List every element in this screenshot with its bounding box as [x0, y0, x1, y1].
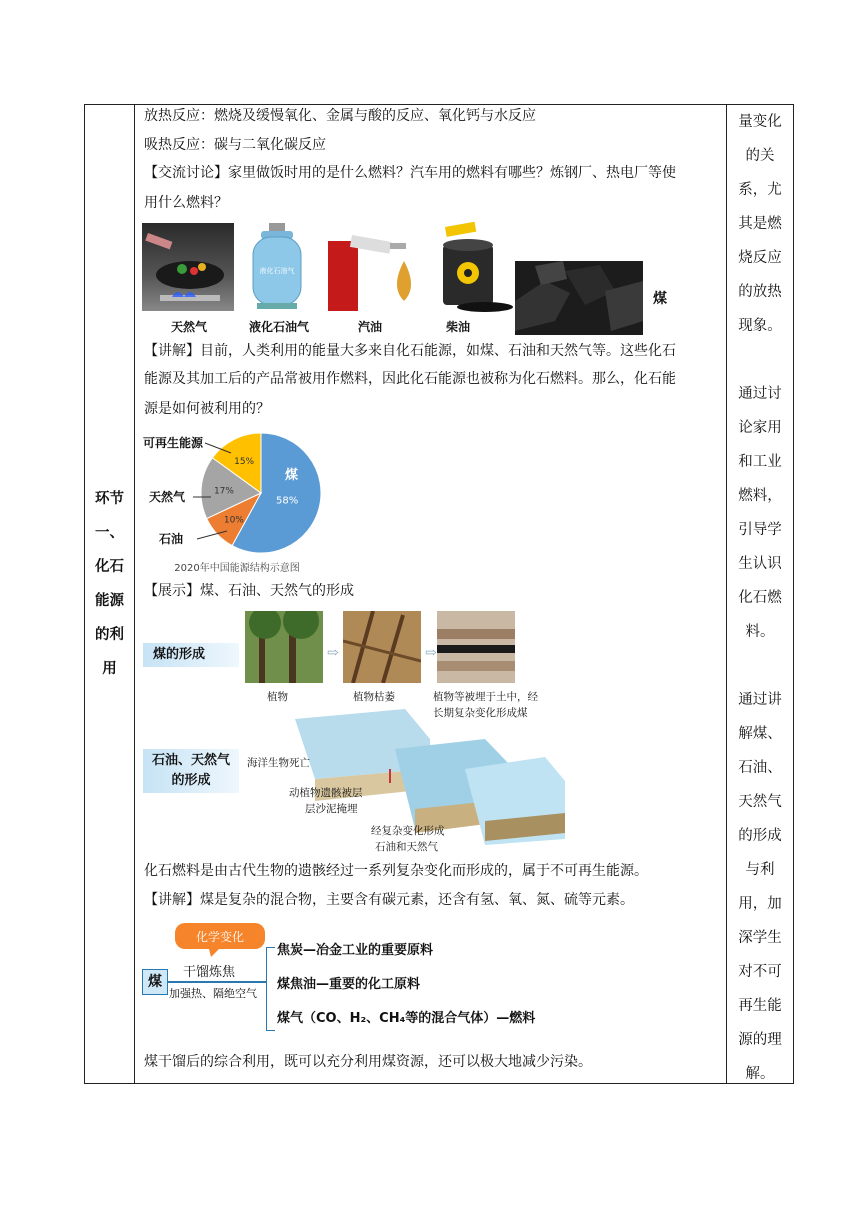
oil-title-line-2: 的形成 — [171, 773, 211, 788]
design-note-line: 深学生 — [738, 930, 782, 946]
oil-title-line-1: 石油、天然气 — [151, 753, 230, 768]
caption-gasoline: 汽油 — [357, 320, 382, 334]
bracket — [266, 947, 275, 1031]
arrow-icon: ⇨ — [327, 645, 339, 661]
exothermic-line: 放热反应：燃烧及缓慢氧化、金属与酸的反应、氧化钙与水反应 — [144, 108, 536, 124]
design-note-line: 化石燃 — [738, 590, 782, 606]
note-buried-2: 层沙泥掩埋 — [305, 803, 358, 815]
section-label-line: 能源 — [95, 593, 124, 609]
design-note-line: 通过讨 — [738, 386, 782, 402]
caption-coal: 煤 — [653, 291, 667, 307]
plants-image — [245, 611, 323, 683]
pie-value-label: 58% — [276, 495, 299, 507]
note-formed-2: 石油和天然气 — [375, 841, 438, 853]
step-buried-2: 长期复杂变化形成煤 — [433, 707, 528, 719]
step-withered: 植物枯萎 — [353, 691, 395, 703]
design-note-line: 通过讲 — [738, 692, 782, 708]
step-plants: 植物 — [267, 691, 288, 703]
notes-column — [726, 105, 793, 1083]
note-buried-1: 动植物遗骸被层 — [289, 787, 363, 799]
caption-lpg: 液化石油气 — [248, 320, 309, 334]
design-note-line: 论家用 — [738, 420, 782, 436]
section-column — [85, 105, 135, 1083]
design-note-line — [727, 343, 793, 377]
diesel-barrel-image — [425, 221, 515, 313]
product-coke: 焦炭—冶金工业的重要原料 — [277, 943, 434, 958]
lecture-line-2: 能源及其加工后的产品常被用作燃料，因此化石能源也被称为化石燃料。那么，化石能 — [144, 371, 676, 387]
coal-lecture-line: 【讲解】煤是复杂的混合物，主要含有碳元素，还含有氢、氧、氮、硫等元素。 — [144, 892, 634, 908]
caption-natural-gas: 天然气 — [170, 320, 207, 334]
design-note-line: 解。 — [745, 1066, 775, 1082]
design-note-line: 现象。 — [738, 318, 782, 334]
section-label-line: 一、 — [95, 525, 124, 541]
pie-value-label: 15% — [234, 456, 255, 467]
chemical-change-bubble — [175, 919, 275, 959]
arrow-icon: ⇨ — [425, 645, 437, 661]
coal-image — [515, 261, 643, 335]
fossil-fuel-line: 化石燃料是由古代生物的遗骸经过一系列复杂变化而形成的，属于不可再生能源。 — [144, 863, 648, 879]
design-note-line: 烧反应 — [738, 250, 782, 266]
lpg-label: 液化石油气 — [259, 267, 295, 275]
lpg-cylinder-image — [247, 223, 307, 311]
discussion-line-1: 【交流讨论】家里做饭时用的是什么燃料？汽车用的燃料有哪些？炼钢厂、热电厂等使 — [144, 165, 676, 181]
pie-category-label: 石油 — [158, 532, 184, 546]
product-coal-tar: 煤焦油—重要的化工原料 — [277, 977, 421, 992]
product-coal-gas: 煤气（CO、H₂、CH₄等的混合气体）—燃料 — [277, 1011, 536, 1026]
design-note-line: 对不可 — [738, 964, 782, 980]
design-note-line: 石油、 — [738, 760, 782, 776]
design-note-line: 的放热 — [738, 284, 782, 300]
design-note-line: 的关 — [745, 148, 775, 164]
design-note-line: 量变化 — [738, 114, 782, 130]
design-note-line: 用，加 — [738, 896, 782, 912]
design-note-line: 的形成 — [738, 828, 782, 844]
pie-category-label: 可再生能源 — [142, 436, 204, 450]
design-notes — [727, 105, 793, 1091]
design-note-line — [727, 649, 793, 683]
design-note-line: 燃料， — [738, 488, 782, 504]
natural-gas-stove-image — [142, 223, 234, 311]
formation-diagram — [135, 609, 727, 853]
fuel-images — [135, 221, 727, 335]
pie-title: 2020年中国能源结构示意图 — [174, 563, 300, 574]
note-marine-death: 海洋生物死亡 — [247, 757, 310, 769]
design-note-line: 料。 — [745, 624, 775, 640]
withered-plants-image — [343, 611, 421, 683]
pie-value-label: 17% — [213, 486, 234, 497]
connector-line — [168, 981, 266, 983]
step-buried-1: 植物等被埋于土中，经 — [433, 691, 538, 703]
discussion-line-2: 用什么燃料？ — [144, 195, 228, 211]
gasoline-pump-image — [324, 221, 416, 313]
lecture-line-3: 源是如何被利用的？ — [144, 401, 270, 417]
design-note-line: 其是燃 — [738, 216, 782, 232]
design-note-line: 源的理 — [738, 1032, 782, 1048]
design-note-line: 和工业 — [738, 454, 782, 470]
section-label-line: 环节 — [95, 491, 124, 507]
bubble-text: 化学变化 — [195, 930, 245, 944]
design-note-line: 生认识 — [738, 556, 782, 572]
energy-structure-pie-chart — [141, 425, 341, 575]
section-label-line: 化石 — [95, 559, 124, 575]
lecture-line-1: 【讲解】目前，人类利用的能量大多来自化石能源，如煤、石油和天然气等。这些化石 — [144, 343, 676, 359]
note-formed-1: 经复杂变化形成 — [371, 825, 445, 837]
coal-layer-image — [437, 611, 515, 683]
pie-category-label: 天然气 — [148, 490, 186, 504]
section-label — [85, 482, 134, 686]
coal-distillation-diagram — [135, 919, 727, 1043]
section-label-line: 用 — [102, 661, 117, 677]
caption-diesel: 柴油 — [445, 320, 470, 334]
coal-formation-title: 煤的形成 — [143, 643, 239, 667]
showcase-line: 【展示】煤、石油、天然气的形成 — [144, 583, 354, 599]
design-note-line: 引导学 — [738, 522, 782, 538]
section-label-line: 的利 — [95, 627, 124, 643]
endothermic-line: 吸热反应：碳与二氧化碳反应 — [144, 137, 326, 153]
design-note-line: 解煤、 — [738, 726, 782, 742]
coal-box: 煤 — [142, 969, 168, 995]
design-note-line: 系，尤 — [738, 182, 782, 198]
condition-label: 加强热、隔绝空气 — [169, 987, 257, 1000]
content-column — [135, 105, 727, 1083]
lesson-table — [84, 104, 794, 1084]
design-note-line: 与利 — [745, 862, 775, 878]
process-label: 干馏炼焦 — [183, 965, 236, 980]
design-note-line: 再生能 — [738, 998, 782, 1014]
oil-gas-formation-title — [143, 749, 239, 793]
coal-summary-line: 煤干馏后的综合利用，既可以充分利用煤资源，还可以极大地减少污染。 — [144, 1054, 592, 1070]
pie-value-label: 10% — [223, 515, 244, 526]
design-note-line: 天然气 — [738, 794, 782, 810]
pie-category-label: 煤 — [285, 468, 299, 483]
